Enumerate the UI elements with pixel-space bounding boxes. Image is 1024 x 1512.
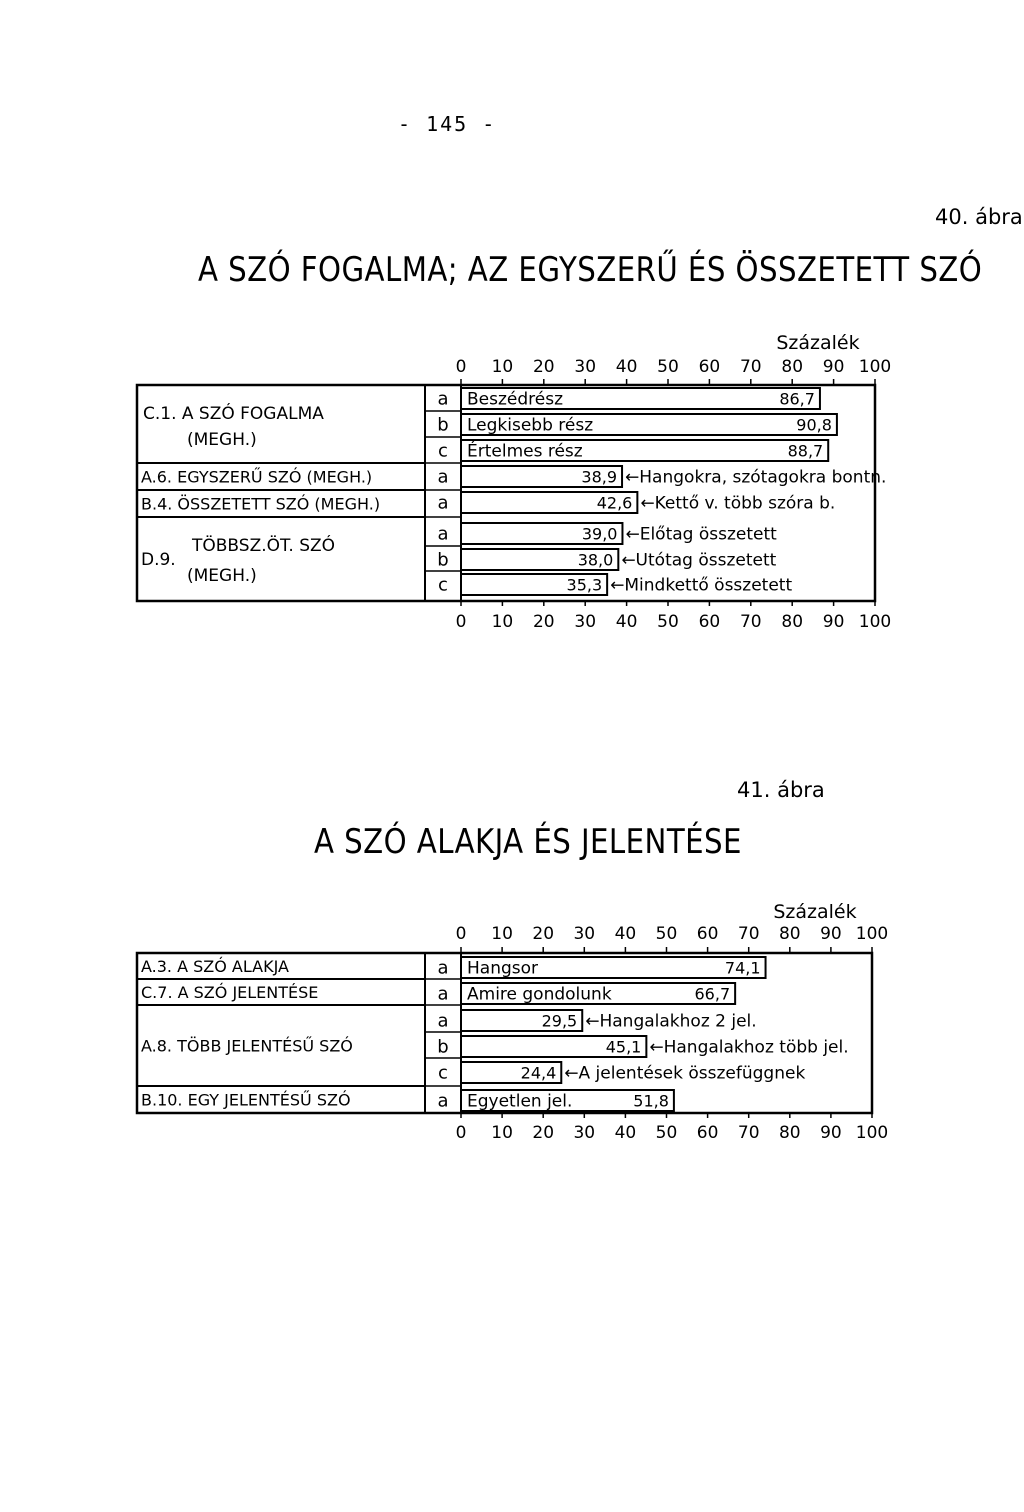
- tick-label-bottom: 0: [455, 1123, 467, 1143]
- tick-label-bottom: 50: [657, 612, 679, 632]
- tick-label-bottom: 20: [532, 1123, 555, 1143]
- bar-text: Beszédrész: [467, 389, 564, 410]
- tick-label-bottom: 10: [491, 612, 514, 632]
- tick-label-bottom: 20: [532, 612, 555, 632]
- bar-text: Legkisebb rész: [467, 415, 594, 436]
- group-label: C.1. A SZÓ FOGALMA: [143, 404, 324, 424]
- tick-label-top: 60: [698, 357, 721, 377]
- bar-text: Hangsor: [467, 958, 539, 979]
- tick-label-bottom: 40: [614, 1123, 637, 1143]
- tick-label-top: 50: [657, 357, 679, 377]
- data-label: 24,4: [520, 1063, 557, 1083]
- bar-annotation: ←Előtag összetett: [625, 524, 777, 545]
- tick-label-top: 90: [820, 924, 842, 944]
- data-label: 86,7: [779, 389, 815, 409]
- tick-label-bottom: 100: [858, 612, 892, 632]
- row-key: c: [438, 1062, 448, 1084]
- tick-label-top: 90: [822, 357, 845, 377]
- tick-label-top: 70: [737, 924, 760, 944]
- row-key: a: [437, 492, 449, 514]
- row-key: a: [437, 1090, 449, 1112]
- row-key: b: [437, 549, 449, 571]
- tick-label-bottom: 60: [696, 1123, 719, 1143]
- group-label: A.3. A SZÓ ALAKJA: [141, 957, 289, 976]
- tick-label-bottom: 90: [820, 1123, 842, 1143]
- tick-label-bottom: 50: [655, 1123, 678, 1143]
- data-label: 35,3: [566, 575, 603, 595]
- chart-title: A SZÓ FOGALMA; AZ EGYSZERŰ ÉS ÖSSZETETT SZÓ: [198, 250, 983, 290]
- tick-label-top: 100: [855, 924, 889, 944]
- tick-label-top: 30: [573, 924, 596, 944]
- bar-annotation: ←Mindkettő összetett: [610, 575, 793, 596]
- tick-label-bottom: 80: [781, 612, 804, 632]
- tick-label-bottom: 80: [778, 1123, 801, 1143]
- tick-label-bottom: 60: [698, 612, 721, 632]
- figure-caption: 41. ábra: [737, 778, 825, 802]
- tick-label-top: 80: [778, 924, 801, 944]
- tick-label-top: 0: [455, 924, 467, 944]
- group-label: (MEGH.): [187, 566, 257, 586]
- tick-label-top: 50: [655, 924, 678, 944]
- page-number: - 145 -: [398, 112, 497, 136]
- tick-label-top: 10: [491, 357, 514, 377]
- tick-label-top: 20: [532, 924, 555, 944]
- data-label: 38,0: [577, 550, 614, 570]
- tick-label-top: 100: [858, 357, 892, 377]
- tick-label-top: 40: [614, 924, 637, 944]
- data-label: 88,7: [787, 441, 824, 461]
- row-key: a: [437, 388, 449, 410]
- group-label: B.10. EGY JELENTÉSŰ SZÓ: [141, 1090, 351, 1110]
- tick-label-top: 80: [781, 357, 804, 377]
- row-key: b: [437, 414, 449, 436]
- tick-label-top: 0: [455, 357, 467, 377]
- bar-annotation: ←A jelentések összefüggnek: [564, 1063, 806, 1084]
- group-label: B.4. ÖSSZETETT SZÓ (MEGH.): [141, 494, 381, 514]
- data-label: 51,8: [633, 1091, 669, 1111]
- row-key: a: [437, 957, 449, 979]
- group-label: A.8. TÖBB JELENTÉSŰ SZÓ: [141, 1036, 353, 1056]
- data-label: 42,6: [596, 493, 633, 513]
- bar-annotation: ←Hangalakhoz több jel.: [649, 1037, 849, 1058]
- row-key: c: [438, 574, 448, 596]
- data-label: 39,0: [581, 524, 618, 544]
- bar-text: Amire gondolunk: [467, 984, 612, 1005]
- tick-label-bottom: 40: [615, 612, 638, 632]
- bar-annotation: ←Hangalakhoz 2 jel.: [585, 1011, 757, 1032]
- data-label: 45,1: [605, 1037, 642, 1057]
- tick-label-bottom: 100: [855, 1123, 889, 1143]
- group-label: D.9.: [141, 550, 176, 570]
- tick-label-top: 40: [615, 357, 638, 377]
- data-label: 29,5: [541, 1011, 578, 1031]
- tick-label-bottom: 10: [491, 1123, 513, 1143]
- tick-label-bottom: 30: [574, 612, 597, 632]
- bar-text: Egyetlen jel.: [467, 1091, 573, 1112]
- row-key: b: [437, 1036, 449, 1058]
- tick-label-top: 30: [574, 357, 597, 377]
- group-label: (MEGH.): [187, 430, 257, 450]
- data-label: 74,1: [724, 958, 761, 978]
- tick-label-top: 10: [491, 924, 513, 944]
- data-label: 90,8: [796, 415, 832, 435]
- tick-label-top: 70: [739, 357, 762, 377]
- tick-label-top: 60: [696, 924, 719, 944]
- bar-text: Értelmes rész: [467, 441, 583, 462]
- tick-label-top: 20: [532, 357, 555, 377]
- group-label: A.6. EGYSZERŰ SZÓ (MEGH.): [141, 467, 373, 487]
- data-label: 66,7: [694, 984, 731, 1004]
- row-key: a: [437, 523, 449, 545]
- bar-annotation: ←Hangokra, szótagokra bontn.: [625, 467, 887, 488]
- row-key: a: [437, 983, 449, 1005]
- row-key: a: [437, 1010, 449, 1032]
- chart-title: A SZÓ ALAKJA ÉS JELENTÉSE: [314, 822, 742, 862]
- bar-annotation: ←Utótag összetett: [621, 550, 777, 571]
- tick-label-bottom: 0: [455, 612, 467, 632]
- tick-label-bottom: 70: [739, 612, 762, 632]
- data-label: 38,9: [581, 467, 618, 487]
- group-label: TÖBBSZ.ÖT. SZÓ: [192, 536, 336, 556]
- row-key: a: [437, 466, 449, 488]
- row-key: c: [438, 440, 448, 462]
- tick-label-bottom: 30: [573, 1123, 596, 1143]
- unit-label: Százalék: [776, 332, 860, 354]
- tick-label-bottom: 90: [822, 612, 845, 632]
- tick-label-bottom: 70: [737, 1123, 760, 1143]
- figure-caption: 40. ábra: [935, 205, 1023, 229]
- group-label: C.7. A SZÓ JELENTÉSE: [141, 983, 319, 1002]
- unit-label: Százalék: [773, 901, 857, 923]
- bar-annotation: ←Kettő v. több szóra b.: [640, 493, 836, 514]
